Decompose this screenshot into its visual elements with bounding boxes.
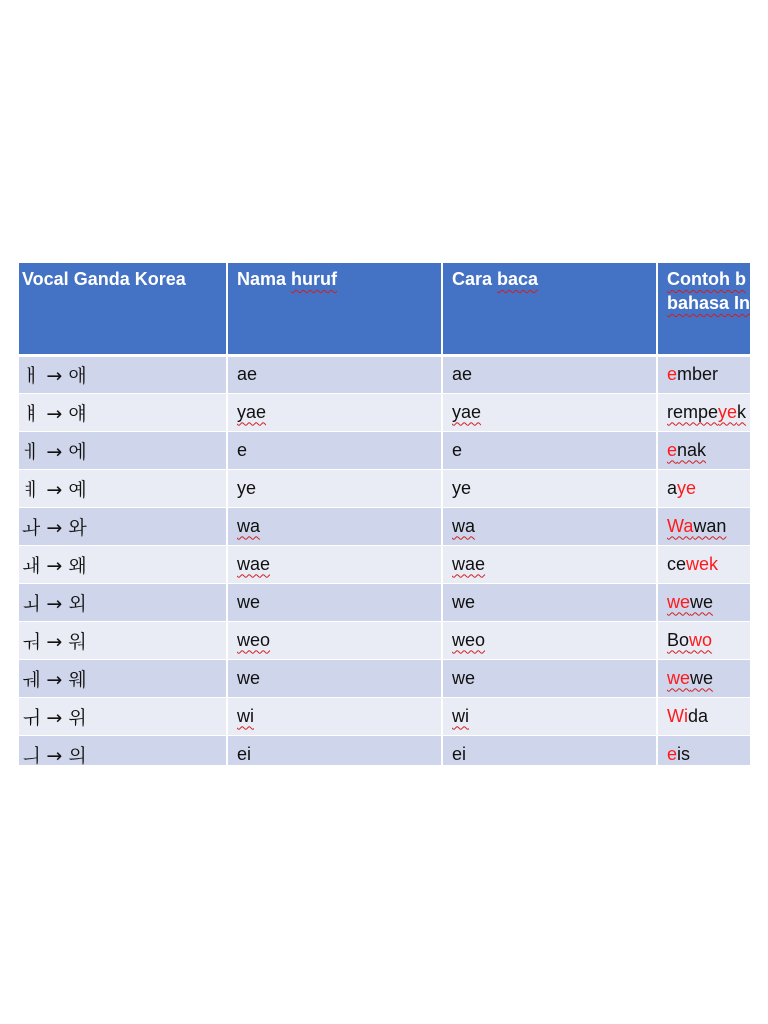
contoh-word [667, 364, 718, 384]
contoh-word [667, 554, 718, 574]
cell-cara-baca [442, 393, 657, 431]
cell-contoh [657, 355, 750, 393]
cara-baca-text: wa [452, 515, 476, 536]
cell-korean-vowel: ㅔ → 에 [19, 431, 227, 469]
cell-cara-baca [442, 735, 657, 765]
contoh-highlight-segment: wek [686, 553, 719, 574]
nama-huruf-text: we [237, 667, 261, 688]
contoh-segment: mber [677, 364, 719, 384]
header-nama-wavy-text: huruf [291, 269, 338, 289]
contoh-segment: Bo [667, 629, 690, 650]
contoh-highlight-segment: ye [677, 477, 697, 498]
cara-baca-text: wi [452, 705, 469, 726]
contoh-highlight-segment: Wi [667, 705, 688, 726]
table-row [19, 583, 750, 621]
contoh-word [667, 478, 696, 498]
contoh-segment: da [688, 705, 709, 726]
contoh-segment: wan [693, 515, 727, 536]
cara-baca-text: yae [452, 401, 482, 422]
header-vocal-text: Vocal Ganda Korea [22, 269, 186, 289]
cell-korean-vowel: ㅖ → 예 [19, 469, 227, 507]
contoh-highlight-segment: Wa [667, 515, 694, 536]
contoh-word [667, 668, 713, 688]
cell-korean-vowel: ㅟ → 위 [19, 697, 227, 735]
cell-korean-vowel: ㅝ → 워 [19, 621, 227, 659]
cell-contoh [657, 735, 750, 765]
cell-korean-vowel: ㅚ → 외 [19, 583, 227, 621]
contoh-segment: nak [677, 439, 707, 460]
table-row [19, 735, 750, 765]
cell-cara-baca [442, 431, 657, 469]
cell-cara-baca [442, 355, 657, 393]
vowel-table-clip [19, 263, 750, 765]
header-contoh [657, 263, 750, 355]
korean-double-vowel-table [19, 263, 750, 765]
header-nama-text: Nama [237, 269, 292, 289]
contoh-segment: is [677, 743, 691, 764]
contoh-highlight-segment: e [667, 439, 678, 460]
table-row [19, 621, 750, 659]
cell-korean-vowel: ㅞ → 웨 [19, 659, 227, 697]
contoh-word [667, 440, 706, 460]
cell-contoh [657, 431, 750, 469]
cara-baca-text: wae [452, 553, 486, 574]
cell-contoh [657, 697, 750, 735]
nama-huruf-text: e [237, 439, 248, 460]
cell-nama-huruf [227, 469, 442, 507]
table-header-row [19, 263, 750, 355]
table-row [19, 469, 750, 507]
cell-nama-huruf [227, 621, 442, 659]
table-row [19, 659, 750, 697]
contoh-segment: ce [667, 553, 687, 574]
cara-baca-text: ye [452, 477, 472, 498]
cell-korean-vowel: ㅒ → 얘 [19, 393, 227, 431]
cell-nama-huruf [227, 659, 442, 697]
cell-contoh [657, 621, 750, 659]
nama-huruf-text: ei [237, 743, 252, 764]
cell-nama-huruf [227, 545, 442, 583]
table-row [19, 507, 750, 545]
cell-cara-baca [442, 545, 657, 583]
header-cara-wavy-text: baca [497, 269, 539, 289]
table-body [19, 355, 750, 765]
contoh-word [667, 592, 713, 612]
cell-korean-vowel: ㅢ → 의 [19, 735, 227, 765]
contoh-segment: rempe [667, 401, 719, 422]
cell-contoh [657, 545, 750, 583]
contoh-highlight-segment: e [667, 743, 678, 764]
cell-nama-huruf [227, 583, 442, 621]
cell-nama-huruf [227, 431, 442, 469]
cell-cara-baca [442, 469, 657, 507]
contoh-word [667, 706, 708, 726]
cell-nama-huruf [227, 697, 442, 735]
cara-baca-text: e [452, 439, 463, 460]
cara-baca-text: ae [452, 364, 473, 384]
table-row [19, 697, 750, 735]
cell-contoh [657, 507, 750, 545]
nama-huruf-text: wae [237, 553, 271, 574]
cara-baca-text: weo [452, 629, 486, 650]
contoh-highlight-segment: wo [689, 629, 713, 650]
cara-baca-text: we [452, 591, 476, 612]
table-row [19, 355, 750, 393]
contoh-segment: a [667, 477, 678, 498]
nama-huruf-text: ae [237, 364, 258, 384]
contoh-highlight-segment: ye [718, 401, 738, 422]
cell-contoh [657, 659, 750, 697]
cell-nama-huruf [227, 393, 442, 431]
contoh-segment: we [690, 591, 714, 612]
contoh-segment: k [737, 401, 747, 422]
cara-baca-text: ei [452, 743, 467, 764]
header-cara-baca [442, 263, 657, 355]
cell-korean-vowel: ㅙ → 왜 [19, 545, 227, 583]
cell-korean-vowel: ㅘ → 와 [19, 507, 227, 545]
cell-contoh [657, 393, 750, 431]
contoh-highlight-segment: we [667, 667, 691, 688]
cell-korean-vowel: ㅐ → 애 [19, 355, 227, 393]
cell-nama-huruf [227, 735, 442, 765]
contoh-word [667, 630, 712, 650]
contoh-word [667, 402, 746, 422]
nama-huruf-text: wi [237, 705, 254, 726]
contoh-highlight-segment: e [667, 364, 678, 384]
contoh-word [667, 516, 726, 536]
cell-cara-baca [442, 697, 657, 735]
header-cara-text: Cara [452, 269, 498, 289]
table-row [19, 431, 750, 469]
cell-nama-huruf [227, 355, 442, 393]
cell-nama-huruf [227, 507, 442, 545]
table-row [19, 393, 750, 431]
cell-cara-baca [442, 659, 657, 697]
cara-baca-text: we [452, 667, 476, 688]
header-nama-huruf [227, 263, 442, 355]
nama-huruf-text: yae [237, 401, 267, 422]
cell-cara-baca [442, 507, 657, 545]
contoh-highlight-segment: we [667, 591, 691, 612]
cell-contoh [657, 583, 750, 621]
cell-cara-baca [442, 583, 657, 621]
nama-huruf-text: wa [237, 515, 261, 536]
header-vocal-ganda-korea [19, 263, 227, 355]
header-contoh-line2: bahasa In [667, 293, 750, 313]
table-row [19, 545, 750, 583]
header-contoh-line1: Contoh b [667, 269, 746, 289]
cell-cara-baca [442, 621, 657, 659]
nama-huruf-text: ye [237, 477, 257, 498]
cell-contoh [657, 469, 750, 507]
nama-huruf-text: weo [237, 629, 271, 650]
contoh-segment: we [690, 667, 714, 688]
contoh-word [667, 744, 690, 764]
nama-huruf-text: we [237, 591, 261, 612]
